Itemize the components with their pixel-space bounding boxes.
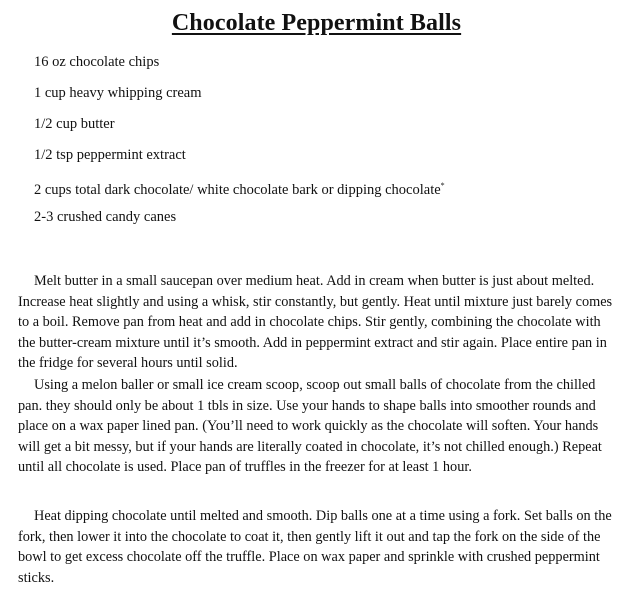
ingredient-item: 16 oz chocolate chips bbox=[34, 54, 160, 70]
instruction-paragraph: Heat dipping chocolate until melted and smooth. Dip balls one at a time using a fork. Set balls on the fork, then lower it into the chocolate to coat it, then gently lift it out and tap the fork on the side of the bowl to get excess chocolate off the truffle. Place on wax paper and sprinkle with crushed peppermint sticks. bbox=[18, 508, 612, 586]
ingredient-item: 1 cup heavy whipping cream bbox=[34, 85, 202, 101]
ingredient-list bbox=[34, 54, 445, 240]
instruction-paragraph: Melt butter in a small saucepan over medium heat. Add in cream when butter is just about melted. Increase heat slightly and using a whisk, stir constantly, but gently. Heat until mixture just barely comes to a boil. Remove pan from heat and add in chocolate chips. Stir gently, combining the chocolate with the butter-cream mixture until it’s smooth. Add in peppermint extract and stir again. Place entire pan in the fridge for several hours until solid. bbox=[18, 273, 613, 371]
ingredient-item: 1/2 cup butter bbox=[34, 116, 115, 132]
ingredient-item: 1/2 tsp peppermint extract bbox=[34, 147, 186, 163]
ingredient-item: 2-3 crushed candy canes bbox=[34, 209, 177, 225]
ingredient-item-text: 2 cups total dark chocolate/ white chocolate bark or dipping chocolate bbox=[34, 181, 441, 198]
instruction-paragraph: Using a melon baller or small ice cream scoop, scoop out small balls of chocolate from the chilled pan. they should only be about 1 tbls in size. Use your hands to shape balls into smoother rounds and place on a wax paper lined pan. (You’ll need to work quickly as the chocolate will soften. Your hands will get a bit messy, but if your hands are literally coated in chocolate, it’s not chilled enough.) Repeat until all chocolate is used. Place pan of truffles in the freezer for at least 1 hour. bbox=[18, 377, 602, 475]
recipe-title: Chocolate Peppermint Balls bbox=[171, 10, 462, 36]
ingredient-item bbox=[34, 178, 445, 209]
ingredient-note-marker: * bbox=[440, 181, 445, 190]
